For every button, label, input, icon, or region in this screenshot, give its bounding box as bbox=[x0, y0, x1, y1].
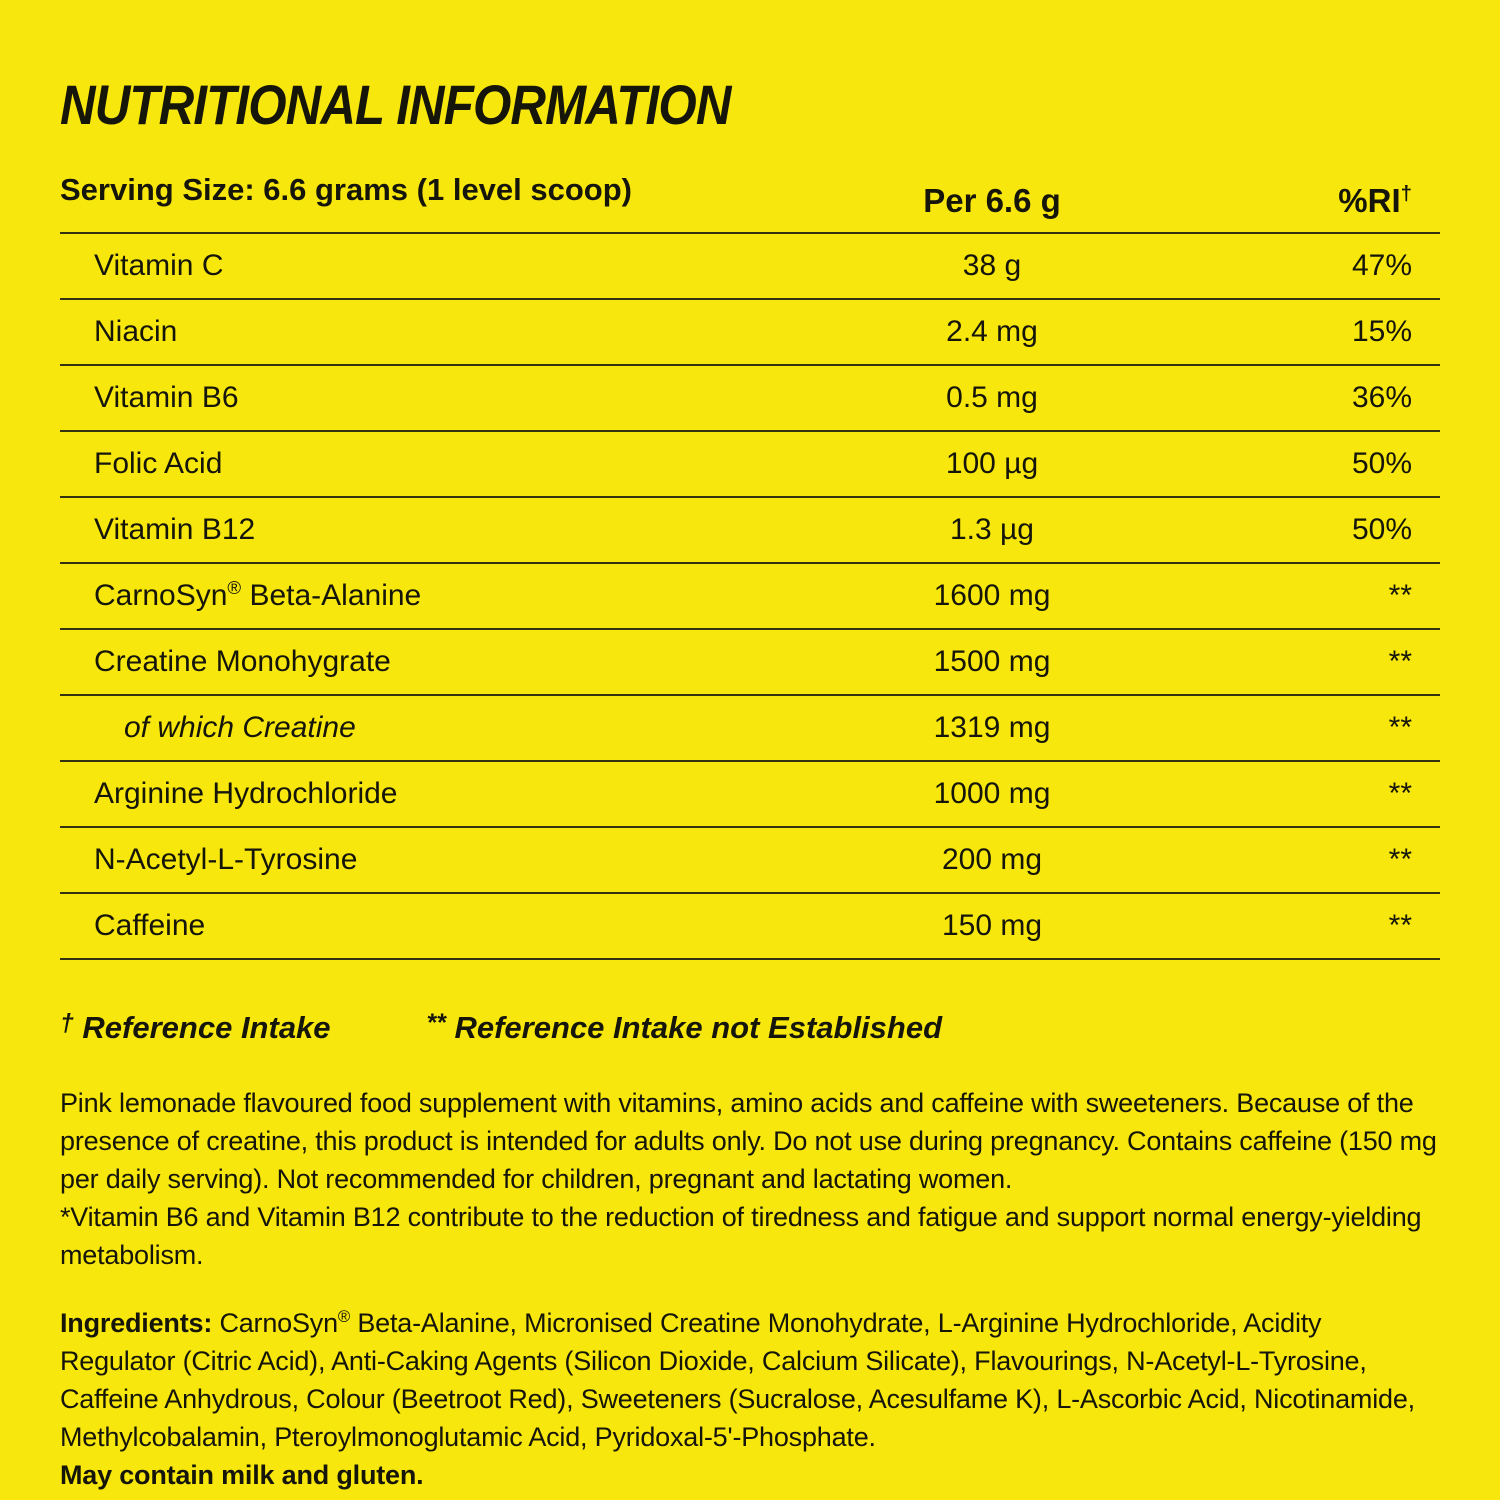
table-row bbox=[60, 498, 1440, 564]
ingredients-list: CarnoSyn® Beta-Alanine, Micronised Creatine Monohydrate, L-Arginine Hydrochloride, Acidity Regulator (Citric Acid), Anti-Caking Agents (Silicon Dioxide, Calcium Silicate), Flavourings, N-Acetyl-L-Tyrosine, Caffeine Anhydrous, Colour (Beetroot Red), Sweeteners (Sucralose, Acesulfame K), L-Ascorbic Acid, Nicotinamide, Methylcobalamin, Pteroylmonoglutamic Acid, Pyridoxal-5'-Phosphate. bbox=[60, 1307, 1415, 1452]
table-row bbox=[60, 432, 1440, 498]
nutrition-table-body bbox=[60, 234, 1440, 960]
nutrient-name: Arginine Hydrochloride bbox=[94, 777, 398, 810]
nutrient-ri: ** bbox=[1388, 777, 1412, 810]
table-row bbox=[60, 762, 1440, 828]
nutrient-name: Folic Acid bbox=[94, 447, 223, 480]
table-row bbox=[60, 630, 1440, 696]
nutrient-name: CarnoSyn® Beta-Alanine bbox=[94, 577, 422, 612]
dagger-symbol: † bbox=[60, 1010, 74, 1037]
dagger-symbol: † bbox=[1400, 182, 1412, 205]
nutrient-amount: 2.4 mg bbox=[946, 315, 1038, 348]
double-asterisk-symbol: ** bbox=[426, 1010, 446, 1037]
nutrient-ri: ** bbox=[1388, 909, 1412, 942]
nutrient-name: Caffeine bbox=[94, 909, 206, 942]
nutrient-amount: 38 g bbox=[962, 249, 1022, 282]
ingredients-section bbox=[60, 1304, 1440, 1494]
nutrient-ri: ** bbox=[1388, 843, 1412, 876]
nutrient-name: of which Creatine bbox=[124, 711, 356, 744]
nutrient-ri: 50% bbox=[1351, 513, 1412, 546]
nutrient-name: Creatine Monohygrate bbox=[94, 645, 391, 678]
ingredients-paragraph bbox=[60, 1304, 1440, 1456]
nutrient-name: N-Acetyl-L-Tyrosine bbox=[94, 843, 358, 876]
nutrient-ri: ** bbox=[1388, 645, 1412, 678]
table-row bbox=[60, 696, 1440, 762]
description-vitamin-note: *Vitamin B6 and Vitamin B12 contribute to the reduction of tiredness and fatigue and support normal energy-yielding metabolism. bbox=[60, 1202, 1422, 1270]
table-row bbox=[60, 828, 1440, 894]
table-header-row bbox=[60, 137, 1440, 234]
nutrient-amount: 200 mg bbox=[941, 843, 1043, 876]
nutrient-name: Niacin bbox=[94, 315, 178, 348]
nutrient-ri: 36% bbox=[1351, 381, 1412, 414]
nutrient-ri: 15% bbox=[1351, 315, 1412, 348]
nutrient-amount: 100 µg bbox=[945, 447, 1039, 480]
table-row bbox=[60, 894, 1440, 960]
column-header-ri bbox=[1172, 182, 1440, 232]
column-header-amount: Per 6.6 g bbox=[923, 182, 1061, 219]
footnote-text: Reference Intake not Established bbox=[454, 1010, 943, 1045]
nutrient-amount: 150 mg bbox=[941, 909, 1043, 942]
ri-header-text: %RI bbox=[1338, 182, 1401, 219]
footnotes bbox=[60, 1010, 1440, 1046]
page-title: NUTRITIONAL INFORMATION bbox=[60, 73, 731, 136]
nutrient-name: Vitamin B12 bbox=[94, 513, 256, 546]
nutrient-amount: 1319 mg bbox=[933, 711, 1051, 744]
nutrient-amount: 1600 mg bbox=[933, 579, 1051, 612]
nutrient-ri: 50% bbox=[1351, 447, 1412, 480]
nutrient-amount: 1000 mg bbox=[933, 777, 1051, 810]
product-description bbox=[60, 1084, 1440, 1274]
serving-size: Serving Size: 6.6 grams (1 level scoop) bbox=[60, 172, 633, 207]
nutrient-ri: ** bbox=[1388, 711, 1412, 744]
nutrient-name: Vitamin B6 bbox=[94, 381, 239, 414]
nutrient-ri: ** bbox=[1388, 579, 1412, 612]
nutrient-amount: 1.3 µg bbox=[949, 513, 1034, 546]
table-row bbox=[60, 300, 1440, 366]
table-row bbox=[60, 366, 1440, 432]
table-row bbox=[60, 234, 1440, 300]
description-main: Pink lemonade flavoured food supplement with vitamins, amino acids and caffeine with sweeteners. Because of the presence of creatine, this product is intended for adults only. Do not use during pregnancy. Contains caffeine (150 mg per daily serving). Not recommended for children, pregnant and lactating women. bbox=[60, 1088, 1437, 1194]
footnote-reference-intake bbox=[60, 1010, 331, 1046]
nutrient-amount: 1500 mg bbox=[933, 645, 1051, 678]
allergen-note: May contain milk and gluten. bbox=[60, 1460, 424, 1490]
footnote-text: Reference Intake bbox=[82, 1010, 331, 1045]
nutrient-ri: 47% bbox=[1351, 249, 1412, 282]
nutrient-amount: 0.5 mg bbox=[946, 381, 1038, 414]
table-row bbox=[60, 564, 1440, 630]
nutrient-name: Vitamin C bbox=[94, 249, 224, 282]
footnote-not-established bbox=[427, 1010, 942, 1046]
ingredients-label: Ingredients: bbox=[60, 1308, 213, 1338]
